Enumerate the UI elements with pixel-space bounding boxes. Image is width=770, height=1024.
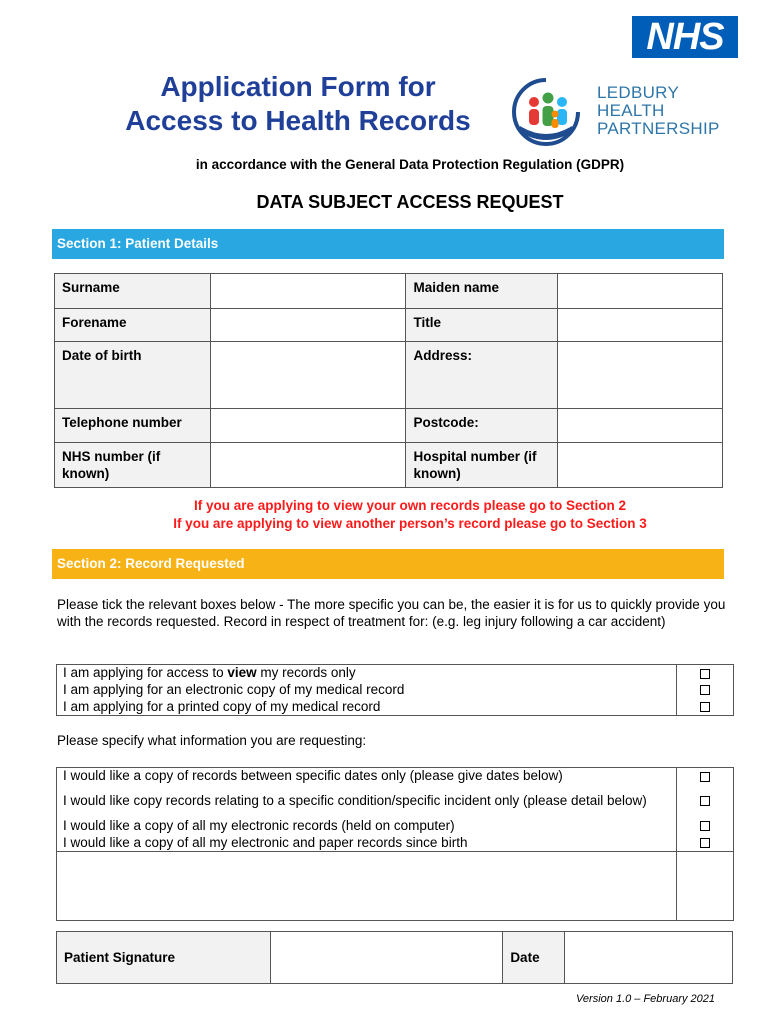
checkbox-icon[interactable]	[700, 772, 710, 782]
condition-option: I would like copy records relating to a specific condition/specific incident only (please detail below)	[57, 785, 677, 818]
hospital-number-label-line-2: known)	[413, 466, 461, 481]
postcode-label: Postcode:	[406, 409, 558, 443]
page-title	[88, 70, 508, 138]
all-electronic-option: I would like a copy of all my electronic records (held on computer)	[57, 818, 677, 835]
patient-details-table	[54, 273, 723, 488]
date-field[interactable]	[565, 932, 733, 984]
dates-only-checkbox[interactable]	[677, 768, 734, 785]
partner-line-1: LEDBURY	[597, 83, 680, 102]
access-view-option	[57, 665, 677, 682]
section-1-header: Section 1: Patient Details	[52, 229, 724, 259]
title-line-2: Access to Health Records	[125, 105, 471, 136]
telephone-label: Telephone number	[55, 409, 211, 443]
partner-name	[597, 84, 720, 138]
signature-table	[56, 931, 733, 984]
details-spacer	[677, 852, 734, 921]
surname-label: Surname	[55, 274, 211, 309]
forename-label: Forename	[55, 309, 211, 342]
request-type-table	[56, 664, 734, 716]
postcode-field[interactable]	[558, 409, 723, 443]
patient-signature-field[interactable]	[270, 932, 503, 984]
all-electronic-checkbox[interactable]	[677, 818, 734, 835]
address-field[interactable]	[558, 342, 723, 409]
maiden-name-field[interactable]	[558, 274, 723, 309]
information-requested-table	[56, 767, 734, 921]
nhs-number-field[interactable]	[210, 443, 406, 488]
checkbox-icon[interactable]	[700, 796, 710, 806]
checkbox-icon[interactable]	[700, 669, 710, 679]
partner-line-3: PARTNERSHIP	[597, 119, 720, 138]
instruction-line-1: If you are applying to view your own records please go to Section 2	[193, 498, 627, 513]
hospital-number-field[interactable]	[558, 443, 723, 488]
checkbox-icon[interactable]	[700, 702, 710, 712]
condition-checkbox[interactable]	[677, 785, 734, 818]
hospital-number-label	[406, 443, 558, 488]
dob-field[interactable]	[210, 342, 406, 409]
access-view-text-bold: view	[227, 665, 257, 681]
checkbox-icon[interactable]	[700, 838, 710, 848]
surname-field[interactable]	[210, 274, 406, 309]
instructions	[0, 497, 770, 533]
printed-copy-option: I am applying for a printed copy of my medical record	[57, 699, 677, 716]
telephone-field[interactable]	[210, 409, 406, 443]
dob-label: Date of birth	[55, 342, 211, 409]
date-label: Date	[503, 932, 565, 984]
nhs-logo: NHS	[632, 16, 738, 58]
specify-label: Please specify what information you are requesting:	[57, 733, 367, 748]
section-2-intro: Please tick the relevant boxes below - The more specific you can be, the easier it is for us to quickly provide you with the records requested. Record in respect of treatment for: (e.g. leg injury following a car accident)	[57, 597, 726, 629]
partner-line-2: HEALTH	[597, 101, 665, 120]
section-2-header: Section 2: Record Requested	[52, 549, 724, 579]
maiden-name-label: Maiden name	[406, 274, 558, 309]
all-paper-option: I would like a copy of all my electronic and paper records since birth	[57, 835, 677, 852]
title-label: Title	[406, 309, 558, 342]
forename-field[interactable]	[210, 309, 406, 342]
main-heading: DATA SUBJECT ACCESS REQUEST	[256, 192, 564, 212]
nhs-number-label	[55, 443, 211, 488]
version-footer: Version 1.0 – February 2021	[576, 993, 716, 1005]
all-paper-checkbox[interactable]	[677, 835, 734, 852]
electronic-copy-option: I am applying for an electronic copy of my medical record	[57, 682, 677, 699]
instruction-line-2: If you are applying to view another person’s record please go to Section 3	[173, 516, 647, 531]
title-field[interactable]	[558, 309, 723, 342]
nhs-number-label-line-1: NHS number (if	[62, 449, 161, 464]
subtitle: in accordance with the General Data Protection Regulation (GDPR)	[195, 157, 625, 172]
access-view-text-pre: I am applying for access to	[63, 665, 228, 681]
access-view-text-post: my records only	[256, 665, 356, 681]
ledbury-partnership-logo-icon	[510, 76, 582, 148]
access-view-checkbox[interactable]	[677, 665, 734, 682]
dates-only-option: I would like a copy of records between specific dates only (please give dates below)	[57, 768, 677, 785]
patient-signature-label: Patient Signature	[57, 932, 271, 984]
checkbox-icon[interactable]	[700, 685, 710, 695]
electronic-copy-checkbox[interactable]	[677, 682, 734, 699]
details-field[interactable]	[57, 852, 677, 921]
printed-copy-checkbox[interactable]	[677, 699, 734, 716]
title-line-1: Application Form for	[160, 71, 436, 102]
address-label: Address:	[406, 342, 558, 409]
checkbox-icon[interactable]	[700, 821, 710, 831]
nhs-number-label-line-2: known)	[62, 466, 110, 481]
hospital-number-label-line-1: Hospital number (if	[413, 449, 537, 464]
